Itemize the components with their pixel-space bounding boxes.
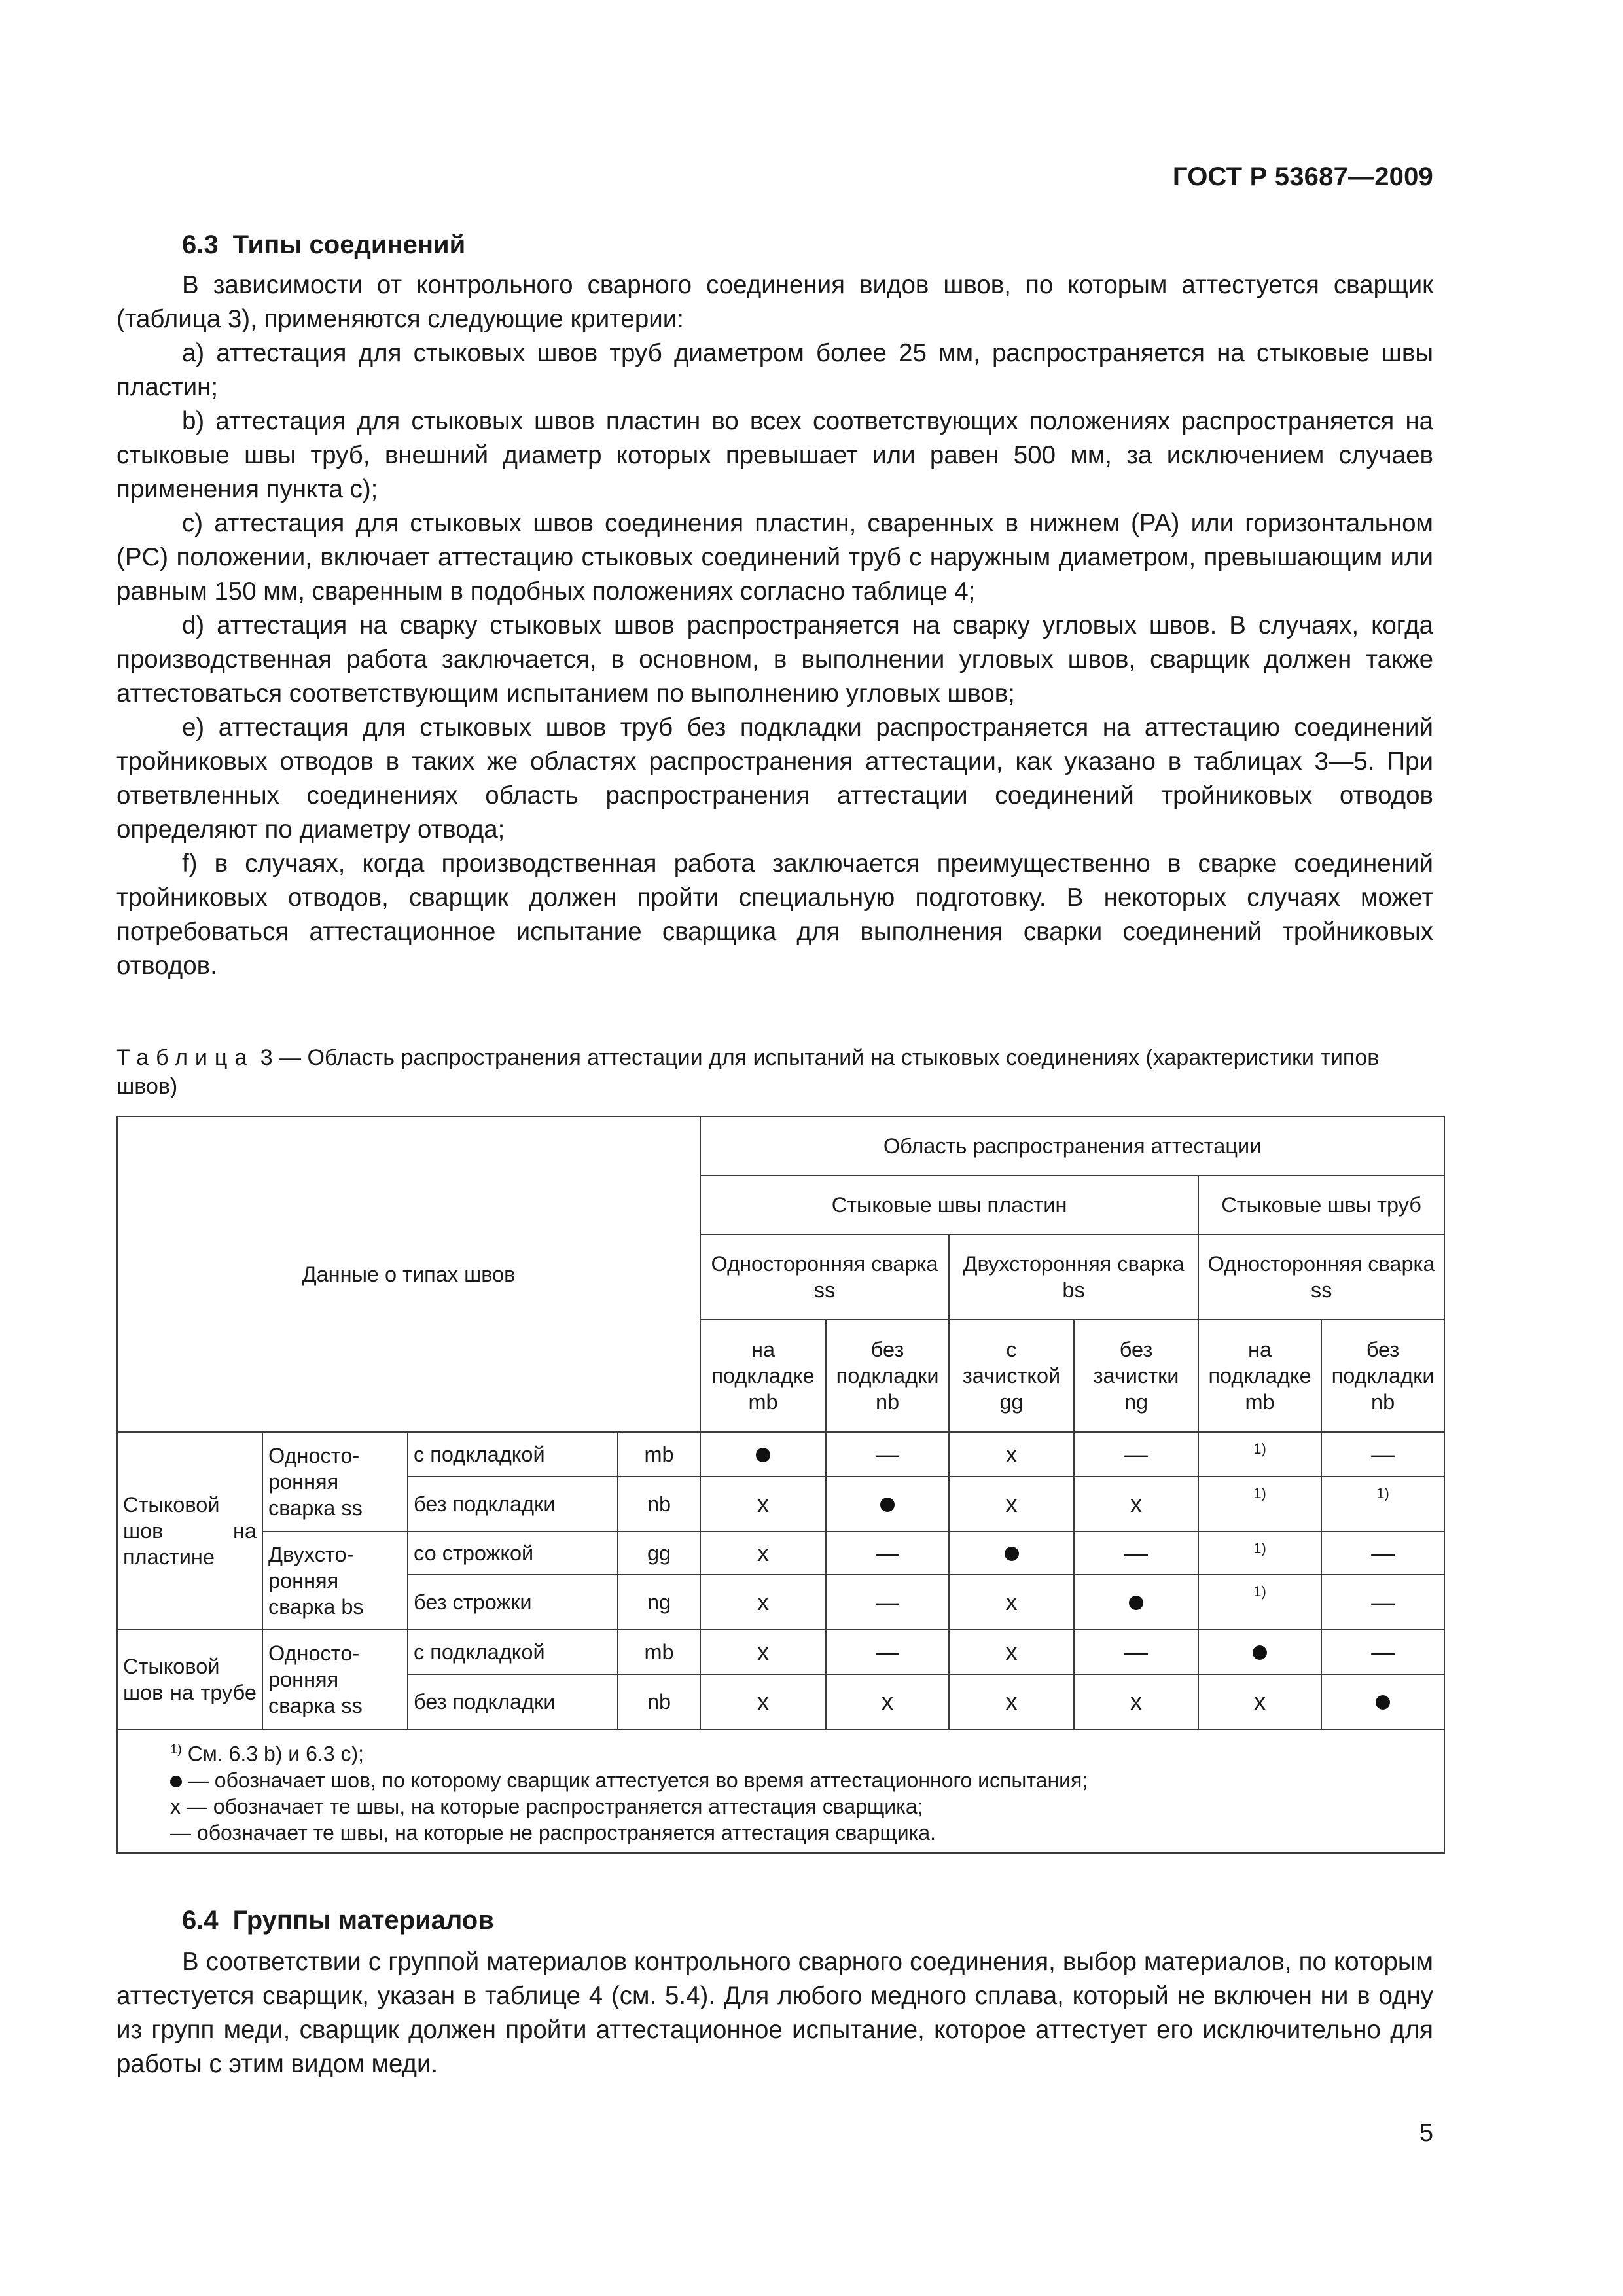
group-pipe: Стыковой шов на трубе [117,1630,262,1729]
group-plate: Стыковой шов на пластине [117,1432,262,1630]
cell-symbol: x [700,1477,826,1532]
subgroup-single: Односторонняя сварка ss [262,1630,408,1729]
cell-symbol: — [1321,1575,1444,1630]
cell-symbol: x [1074,1674,1198,1729]
cell-symbol: — [1321,1432,1444,1477]
cell-symbol: — [826,1630,949,1674]
note-footnote [170,1736,1391,1767]
header-plate-butt-welds: Стыковые швы пластин [700,1175,1198,1234]
list-item-d: d) аттестация на сварку стыковых швов распространяется на сварку угловых швов. В случаях, когда производственная работа заключается, в основном, в выполнении угловых швов, сварщик должен также аттестоваться соответствующим испытанием по выполнению угловых швов; [116,611,1433,708]
cell-symbol: x [700,1630,826,1674]
cell-symbol: — [1321,1532,1444,1575]
seam-name: без подкладки [408,1674,618,1729]
cell-symbol: x [949,1575,1074,1630]
cell-footnote: 1) [1198,1432,1321,1477]
section-title: Типы соединений [232,230,466,259]
header-plates-double-side: Двухсторонняя сварка bs [949,1234,1198,1319]
list-item-b: b) аттестация для стыковых швов пластин во всех соответствующих положениях распространяется на стыковые швы труб, внешний диаметр которых превышает или равен 500 мм, за исключением случаев применения пункта с); [116,407,1433,503]
bullet-icon [1253,1645,1267,1660]
section-title: Группы материалов [232,1906,494,1935]
cell-footnote: 1) [1198,1575,1321,1630]
note-dot [170,1767,1391,1793]
table-row [117,1532,1444,1575]
cell-symbol: — [1074,1630,1198,1674]
footnote-mark: 1) [170,1742,182,1757]
cell-symbol: — [1321,1630,1444,1674]
cell-symbol: x [949,1630,1074,1674]
cell-symbol: — [1074,1432,1198,1477]
cell-symbol: x [826,1674,949,1729]
seam-code: nb [618,1477,700,1532]
bullet-icon [1376,1695,1390,1710]
page-number: 5 [1419,2119,1433,2147]
cell-symbol [1321,1674,1444,1729]
header-col-2: без подкладки nb [826,1319,949,1432]
section-number: 6.4 [182,1906,219,1935]
seam-code: gg [618,1532,700,1575]
bullet-icon [880,1498,895,1512]
seam-code: mb [618,1432,700,1477]
cell-symbol [1074,1575,1198,1630]
cell-footnote: 1) [1321,1477,1444,1532]
cell-symbol: — [826,1532,949,1575]
cell-symbol: x [949,1432,1074,1477]
table-row [117,1630,1444,1674]
header-plates-single-side: Односторонняя сварка ss [700,1234,949,1319]
header-seam-data: Данные о типах швов [117,1117,700,1432]
list-item-e: е) аттестация для стыковых швов труб без подкладки распространяется на аттестацию соединений тройниковых отводов в таких же областях распространения аттестации, как указано в таблицах 3—5. При ответвленных соединениях область распространения аттестации соединений тройниковых отводов определяют по диаметру отвода; [116,713,1433,844]
cell-symbol: x [700,1674,826,1729]
footnote-text: См. 6.3 b) и 6.3 с); [181,1742,364,1766]
header-col-4: без зачистки ng [1074,1319,1198,1432]
cell-symbol [1198,1630,1321,1674]
cell-symbol: — [1074,1532,1198,1575]
seam-code: mb [618,1630,700,1674]
cell-symbol: x [1198,1674,1321,1729]
cell-symbol: x [949,1674,1074,1729]
header-col-1: на подкладке mb [700,1319,826,1432]
section-6-4-heading [182,1906,494,1935]
cell-footnote: 1) [1198,1477,1321,1532]
table-notes-row [117,1729,1444,1853]
list-item-c: с) аттестация для стыковых швов соединения пластин, сваренных в нижнем (РА) или горизонтальном (PC) положении, включает аттестацию стыковых соединений труб с наружным диаметром, превышающим или равным 150 мм, сваренным в подобных положениях согласно таблице 4; [116,509,1433,605]
header-col-6: без подкладки nb [1321,1319,1444,1432]
section-6-3-body [116,268,1433,983]
bullet-icon [1005,1547,1019,1561]
header-qualification-range: Область распространения аттестации [700,1117,1444,1175]
seam-name: с подкладкой [408,1432,618,1477]
list-item-a: а) аттестация для стыковых швов труб диаметром более 25 мм, распространяется на стыковые швы пластин; [116,339,1433,401]
cell-symbol: — [826,1432,949,1477]
table-3-caption [116,1043,1433,1101]
table-caption-label: Таблица [116,1045,255,1070]
header-col-3: с зачисткой gg [949,1319,1074,1432]
cell-symbol: x [700,1532,826,1575]
seam-name: без подкладки [408,1477,618,1532]
cell-symbol: x [1074,1477,1198,1532]
bullet-icon [756,1448,770,1462]
table-row [117,1432,1444,1477]
header-pipes-single-side: Односторонняя сварка ss [1198,1234,1444,1319]
section-6-3-heading [182,230,465,260]
cell-symbol: x [700,1575,826,1630]
header-pipe-butt-welds: Стыковые швы труб [1198,1175,1444,1234]
cell-symbol [826,1477,949,1532]
table-notes [117,1729,1444,1853]
seam-code: nb [618,1674,700,1729]
cell-symbol [700,1432,826,1477]
note-dot-text: — обозначает шов, по которому сварщик аттестуется во время аттестационного испытания; [182,1768,1088,1792]
note-dash: — обозначает те швы, на которые не распространяется аттестация сварщика. [170,1820,936,1844]
cell-symbol: — [826,1575,949,1630]
seam-name: с подкладкой [408,1630,618,1674]
list-item-f: f) в случаях, когда производственная работа заключается преимущественно в сварке соединений тройниковых отводов, сварщик должен пройти специальную подготовку. В некоторых случаях может потребоваться аттестационное испытание сварщика для выполнения сварки соединений тройниковых отводов. [116,850,1433,980]
subgroup-double: Двухсторонняя сварка bs [262,1532,408,1630]
cell-symbol [949,1532,1074,1575]
paragraph: В зависимости от контрольного сварного соединения видов швов, по которым аттестуется сварщик (таблица 3), применяются следующие критерии: [116,271,1433,333]
paragraph: В соответствии с группой материалов контрольного сварного соединения, выбор материалов, по которым аттестуется сварщик, указан в таблице 4 (см. 5.4). Для любого медного сплава, который не включен ни в одну из групп меди, сварщик должен пройти аттестационное испытание, которое аттестует его исключительно для работы с этим видом меди. [116,1948,1433,2078]
header-col-5: на подкладке mb [1198,1319,1321,1432]
standard-designation: ГОСТ Р 53687—2009 [1172,162,1433,191]
seam-name: без строжки [408,1575,618,1630]
cell-symbol: x [949,1477,1074,1532]
seam-code: ng [618,1575,700,1630]
section-number: 6.3 [182,230,219,259]
section-6-4-body [116,1945,1433,2081]
table-3 [116,1116,1445,1854]
table-caption-text: 3 — Область распространения аттестации для испытаний на стыковых соединениях (характеристики типов швов) [116,1045,1380,1099]
cell-footnote: 1) [1198,1532,1321,1575]
note-x: x — обозначает те швы, на которые распространяется аттестация сварщика; [170,1794,923,1818]
seam-name: со строжкой [408,1532,618,1575]
bullet-icon [170,1776,182,1787]
bullet-icon [1129,1596,1143,1610]
subgroup-single: Односторонняя сварка ss [262,1432,408,1532]
